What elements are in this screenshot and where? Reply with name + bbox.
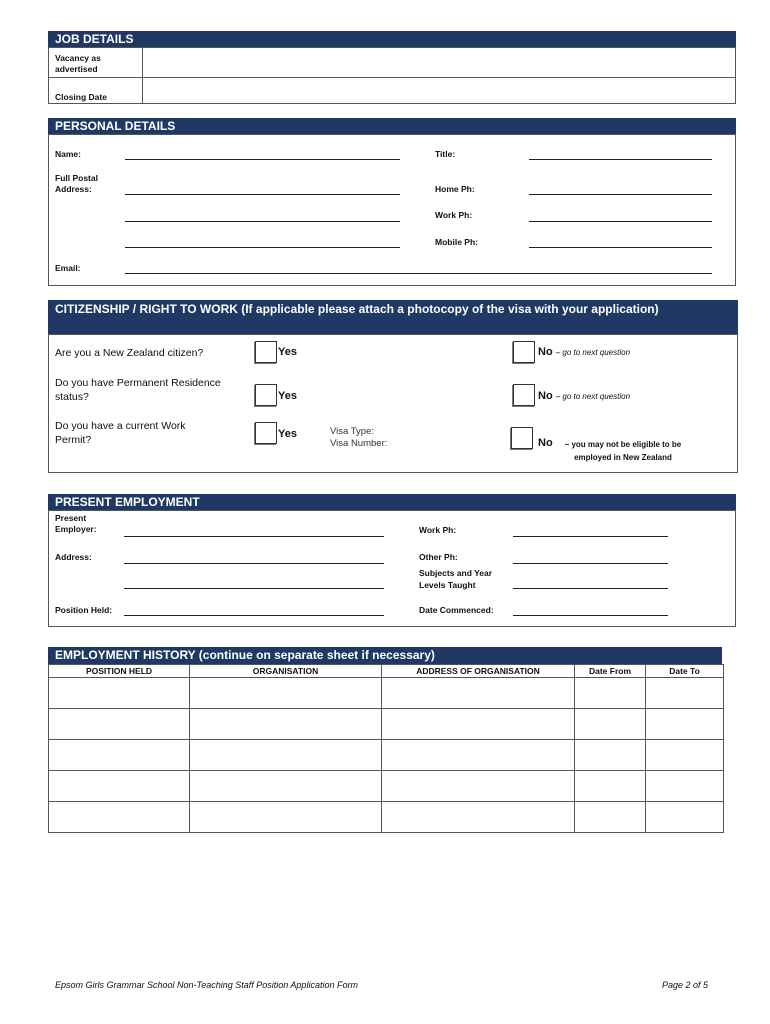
- date-commenced-field[interactable]: [513, 615, 668, 616]
- visa-type-label: Visa Type:: [330, 426, 375, 437]
- email-field[interactable]: [125, 273, 712, 274]
- work-permit-no-hint: – you may not be eligible to be employed in New Zealand: [564, 440, 682, 462]
- table-cell[interactable]: [190, 678, 382, 709]
- table-cell[interactable]: [646, 678, 724, 709]
- table-cell[interactable]: [190, 709, 382, 740]
- position-held-label: Position Held:: [55, 605, 113, 615]
- present-work-ph-label: Work Ph:: [419, 525, 457, 535]
- name-field[interactable]: [125, 159, 400, 160]
- table-cell[interactable]: [575, 678, 646, 709]
- table-cell[interactable]: [646, 771, 724, 802]
- nz-citizen-yes-label: Yes: [278, 346, 297, 358]
- table-cell[interactable]: [646, 802, 724, 833]
- present-address-line-1[interactable]: [124, 563, 384, 564]
- work-permit-yes-checkbox[interactable]: [255, 422, 277, 444]
- job-details-header: JOB DETAILS: [48, 31, 736, 47]
- postal-address-label: Full Postal Address:: [55, 173, 98, 194]
- visa-number-label: Visa Number:: [330, 438, 388, 449]
- col-position-held: POSITION HELD: [49, 665, 190, 678]
- residence-yes-label: Yes: [278, 390, 297, 402]
- present-work-ph-field[interactable]: [513, 536, 668, 537]
- table-cell[interactable]: [49, 709, 190, 740]
- table-cell[interactable]: [575, 709, 646, 740]
- other-ph-field[interactable]: [513, 563, 668, 564]
- work-ph-label: Work Ph:: [435, 210, 473, 220]
- table-row: [49, 740, 724, 771]
- table-cell[interactable]: [49, 740, 190, 771]
- date-commenced-label: Date Commenced:: [419, 605, 494, 615]
- table-cell[interactable]: [575, 771, 646, 802]
- table-cell[interactable]: [49, 771, 190, 802]
- no-text: No: [538, 390, 553, 402]
- table-cell[interactable]: [646, 740, 724, 771]
- nz-citizen-yes-checkbox[interactable]: [255, 341, 277, 363]
- table-row: [49, 771, 724, 802]
- title-field[interactable]: [529, 159, 712, 160]
- residence-no-checkbox[interactable]: [513, 384, 535, 406]
- col-organisation: ORGANISATION: [190, 665, 382, 678]
- home-ph-label: Home Ph:: [435, 184, 475, 194]
- subjects-label: Subjects and Year Levels Taught: [419, 568, 493, 590]
- name-label: Name:: [55, 149, 81, 159]
- present-address-line-2[interactable]: [124, 588, 384, 589]
- residence-yes-checkbox[interactable]: [255, 384, 277, 406]
- position-held-field[interactable]: [124, 615, 384, 616]
- no-text: No: [538, 346, 553, 358]
- address-line-2[interactable]: [125, 221, 400, 222]
- mobile-ph-field[interactable]: [529, 247, 712, 248]
- nz-citizen-no-label: [538, 346, 630, 358]
- closing-date-field[interactable]: [143, 78, 735, 103]
- mobile-ph-label: Mobile Ph:: [435, 237, 478, 247]
- email-label: Email:: [55, 263, 81, 273]
- table-cell[interactable]: [646, 709, 724, 740]
- col-date-from: Date From: [575, 665, 646, 678]
- no-hint-2: – go to next question: [555, 392, 631, 401]
- table-cell[interactable]: [382, 740, 575, 771]
- vacancy-label: Vacancy as advertised: [55, 53, 101, 74]
- vacancy-field[interactable]: [143, 48, 735, 76]
- citizenship-header: CITIZENSHIP / RIGHT TO WORK (If applicable please attach a photocopy of the visa with your application): [48, 300, 738, 334]
- table-cell[interactable]: [382, 709, 575, 740]
- other-ph-label: Other Ph:: [419, 552, 458, 562]
- home-ph-field[interactable]: [529, 194, 712, 195]
- footer-form-title: Epsom Girls Grammar School Non-Teaching Staff Position Application Form: [55, 980, 358, 990]
- address-line-3[interactable]: [125, 247, 400, 248]
- work-permit-no-label: No: [538, 437, 553, 449]
- work-ph-field[interactable]: [529, 221, 712, 222]
- no-hint-1: – go to next question: [555, 348, 631, 357]
- table-row: [49, 802, 724, 833]
- table-cell[interactable]: [382, 678, 575, 709]
- present-employment-header: PRESENT EMPLOYMENT: [48, 494, 736, 510]
- employment-history-table: [48, 664, 724, 833]
- question-permanent-residence: Do you have Permanent Residence status?: [55, 377, 221, 403]
- present-address-label: Address:: [55, 552, 92, 562]
- title-label: Title:: [435, 149, 456, 159]
- table-cell[interactable]: [190, 740, 382, 771]
- table-row: [49, 709, 724, 740]
- table-row: [49, 678, 724, 709]
- table-cell[interactable]: [49, 802, 190, 833]
- table-cell[interactable]: [49, 678, 190, 709]
- question-nz-citizen: Are you a New Zealand citizen?: [55, 347, 204, 359]
- residence-no-label: [538, 390, 630, 402]
- subjects-field[interactable]: [513, 588, 668, 589]
- nz-citizen-no-checkbox[interactable]: [513, 341, 535, 363]
- present-employer-field[interactable]: [124, 536, 384, 537]
- personal-details-box: [48, 134, 736, 286]
- col-address-of-organisation: ADDRESS OF ORGANISATION: [382, 665, 575, 678]
- closing-date-label: Closing Date: [55, 92, 107, 102]
- present-employer-label: Present Employer:: [55, 513, 97, 534]
- table-cell[interactable]: [190, 771, 382, 802]
- footer-page-number: Page 2 of 5: [662, 980, 709, 990]
- col-date-to: Date To: [646, 665, 724, 678]
- present-employment-box: [48, 510, 736, 627]
- table-cell[interactable]: [575, 802, 646, 833]
- table-cell[interactable]: [382, 771, 575, 802]
- address-line-1[interactable]: [125, 194, 400, 195]
- table-header-row: [49, 665, 724, 678]
- table-cell[interactable]: [382, 802, 575, 833]
- work-permit-yes-label: Yes: [278, 428, 297, 440]
- employment-history-header: EMPLOYMENT HISTORY (continue on separate sheet if necessary): [48, 647, 722, 664]
- table-cell[interactable]: [190, 802, 382, 833]
- personal-details-header: PERSONAL DETAILS: [48, 118, 736, 134]
- question-work-permit: Do you have a current Work Permit?: [55, 420, 186, 446]
- work-permit-no-checkbox[interactable]: [511, 427, 533, 449]
- table-cell[interactable]: [575, 740, 646, 771]
